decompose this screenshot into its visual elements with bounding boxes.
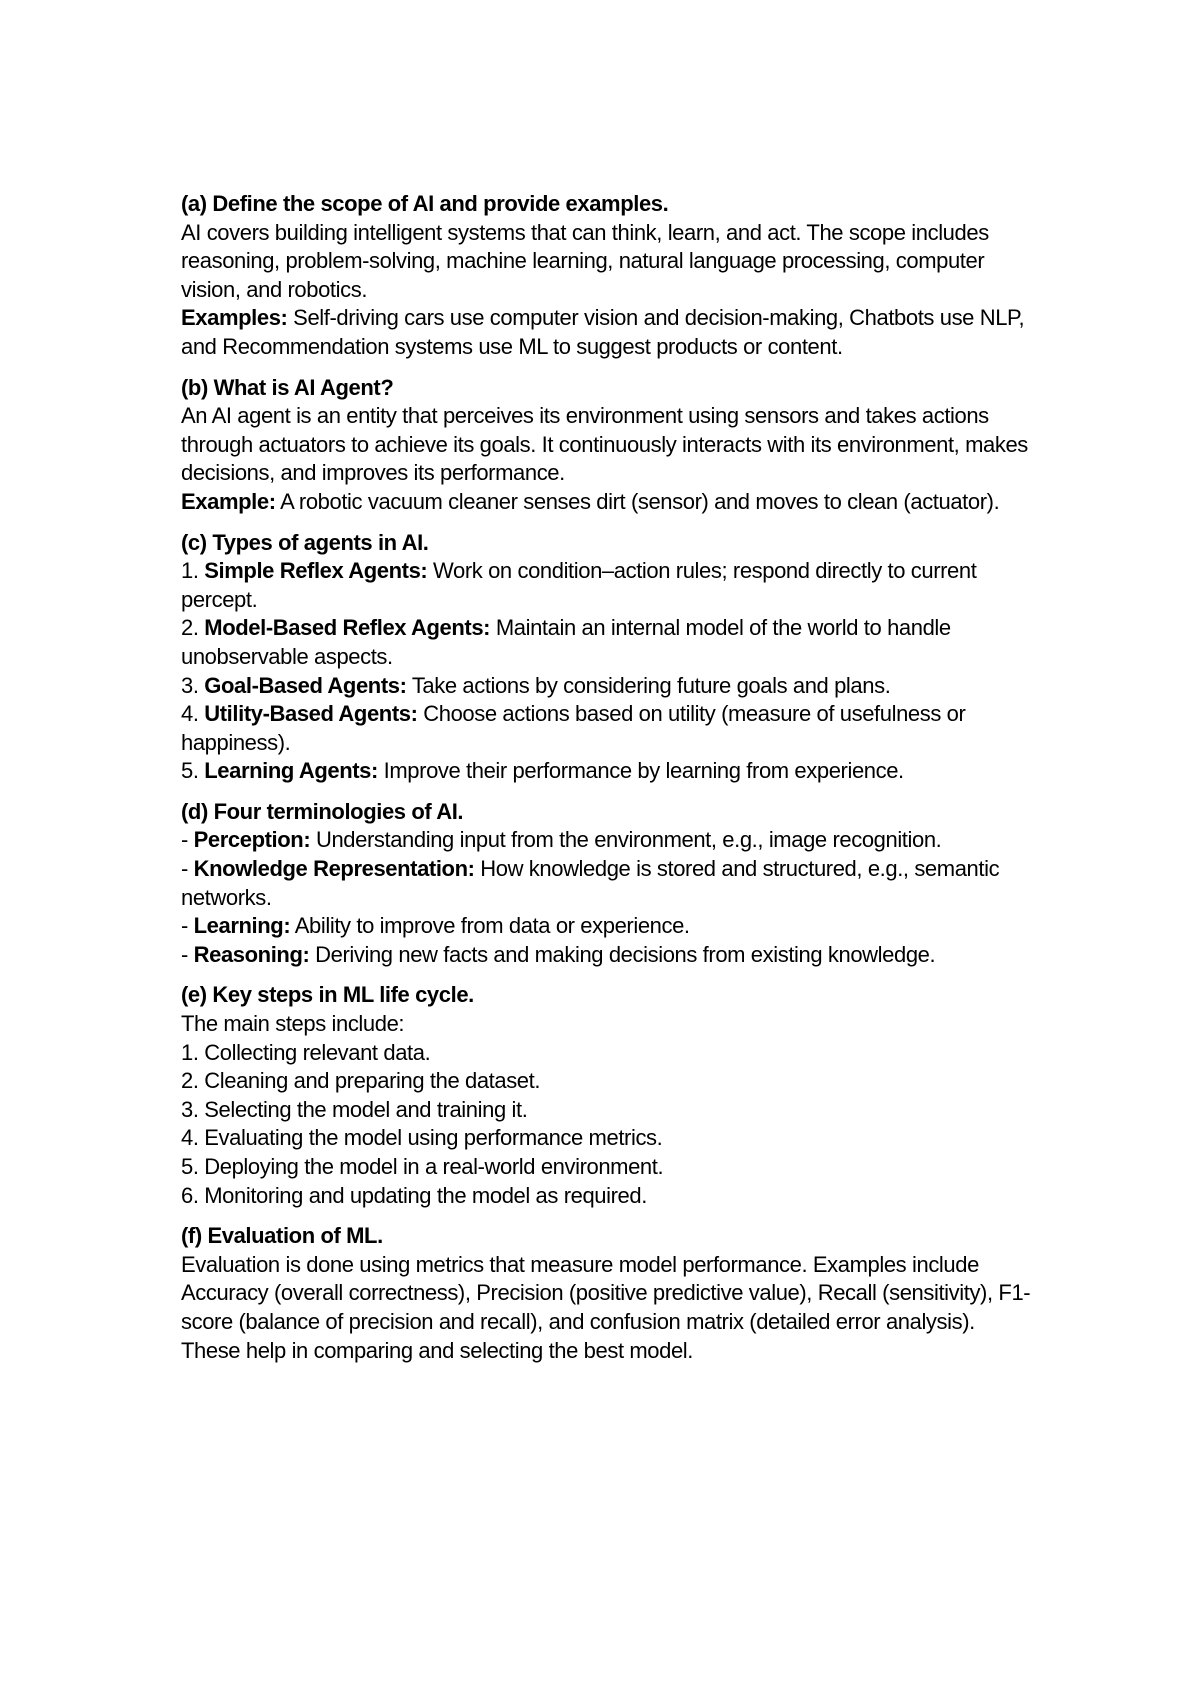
- section-a-heading: (a) Define the scope of AI and provide examples.: [181, 191, 669, 216]
- section-b-heading: (b) What is AI Agent?: [181, 374, 394, 400]
- list-item-prefix: 3.: [181, 672, 205, 698]
- section-a-examples-label: Examples:: [181, 305, 288, 331]
- section-e: [181, 981, 1031, 1210]
- section-b-example-text: A robotic vacuum cleaner senses dirt (sensor) and moves to clean (actuator).: [275, 488, 1000, 514]
- list-item-prefix: -: [181, 827, 194, 853]
- list-item: [181, 672, 1031, 701]
- list-item-text: Take actions by considering future goals and plans.: [406, 672, 891, 698]
- list-item: [181, 700, 1031, 757]
- list-item-text: Deriving new facts and making decisions from existing knowledge.: [309, 941, 936, 967]
- list-item-text: How knowledge is stored and structured, e.g., semantic networks.: [181, 856, 1000, 910]
- list-item-term: Learning:: [193, 913, 291, 939]
- section-d: [181, 798, 1031, 970]
- list-item-prefix: -: [181, 856, 194, 882]
- section-a-body: AI covers building intelligent systems that can think, learn, and act. The scope includes reasoning, problem-solving, machine learning, natural language processing, computer vision, and robotics.: [181, 219, 989, 302]
- section-f-body: Evaluation is done using metrics that measure model performance. Examples include Accuracy (overall correctness), Precision (positive predictive value), Recall (sensitivity), F1-score (balance of precision and recall), and confusion matrix (detailed error analysis). These help in comparing and selecting the best model.: [181, 1251, 1031, 1363]
- list-item-term: Model-Based Reflex Agents:: [204, 615, 491, 641]
- list-item-term: Reasoning:: [193, 941, 310, 967]
- list-item-prefix: 4.: [181, 701, 205, 727]
- list-item-prefix: 1.: [181, 558, 205, 584]
- list-item-prefix: 5.: [181, 758, 205, 784]
- step-item: 1. Collecting relevant data.: [181, 1039, 431, 1065]
- section-b-body: An AI agent is an entity that perceives its environment using sensors and takes actions through actuators to achieve its goals. It continuously interacts with its environment, makes decisions, and improves its performance.: [181, 403, 1028, 486]
- list-item-prefix: -: [181, 941, 194, 967]
- list-item: [181, 941, 1031, 970]
- section-f: [181, 1222, 1031, 1365]
- list-item: [181, 912, 1031, 941]
- list-item: [181, 855, 1031, 912]
- step-item: 5. Deploying the model in a real-world environment.: [181, 1154, 664, 1179]
- list-item-text: Understanding input from the environment, e.g., image recognition.: [310, 827, 942, 853]
- section-e-intro: The main steps include:: [181, 1011, 405, 1037]
- list-item-prefix: -: [181, 913, 194, 939]
- step-item: 2. Cleaning and preparing the dataset.: [181, 1068, 541, 1094]
- list-item-term: Knowledge Representation:: [193, 856, 475, 882]
- list-item: [181, 557, 1031, 614]
- list-item: [181, 826, 1031, 855]
- section-c: [181, 529, 1031, 786]
- list-item-text: Ability to improve from data or experience.: [290, 913, 690, 939]
- list-item-text: Work on condition–action rules; respond directly to current percept.: [181, 558, 977, 612]
- list-item: [181, 757, 1031, 786]
- section-a-examples: [181, 304, 1031, 361]
- list-item-term: Simple Reflex Agents:: [204, 558, 428, 584]
- section-b: [181, 374, 1031, 517]
- list-item-prefix: 2.: [181, 615, 205, 641]
- list-item-text: Improve their performance by learning from experience.: [377, 758, 904, 784]
- section-b-example-label: Example:: [181, 488, 276, 514]
- list-item-term: Goal-Based Agents:: [204, 672, 407, 698]
- list-item-term: Learning Agents:: [204, 758, 378, 784]
- section-d-heading: (d) Four terminologies of AI.: [181, 798, 464, 824]
- section-b-example: [181, 488, 1031, 517]
- section-a: [181, 190, 1031, 362]
- section-f-heading: (f) Evaluation of ML.: [181, 1223, 383, 1249]
- step-item: 3. Selecting the model and training it.: [181, 1096, 528, 1122]
- section-c-heading: (c) Types of agents in AI.: [181, 529, 429, 555]
- list-item-text: Maintain an internal model of the world to handle unobservable aspects.: [181, 615, 951, 669]
- section-e-heading: (e) Key steps in ML life cycle.: [181, 982, 474, 1008]
- list-item-term: Perception:: [193, 827, 311, 853]
- list-item-text: Choose actions based on utility (measure of usefulness or happiness).: [181, 701, 966, 755]
- section-a-examples-text: Self-driving cars use computer vision and decision-making, Chatbots use NLP, and Recommendation systems use ML to suggest products or content.: [181, 305, 1025, 359]
- step-item: 6. Monitoring and updating the model as required.: [181, 1182, 647, 1208]
- step-item: 4. Evaluating the model using performance metrics.: [181, 1125, 663, 1151]
- list-item-term: Utility-Based Agents:: [204, 701, 418, 727]
- document-content: [181, 190, 1031, 1377]
- list-item: [181, 614, 1031, 671]
